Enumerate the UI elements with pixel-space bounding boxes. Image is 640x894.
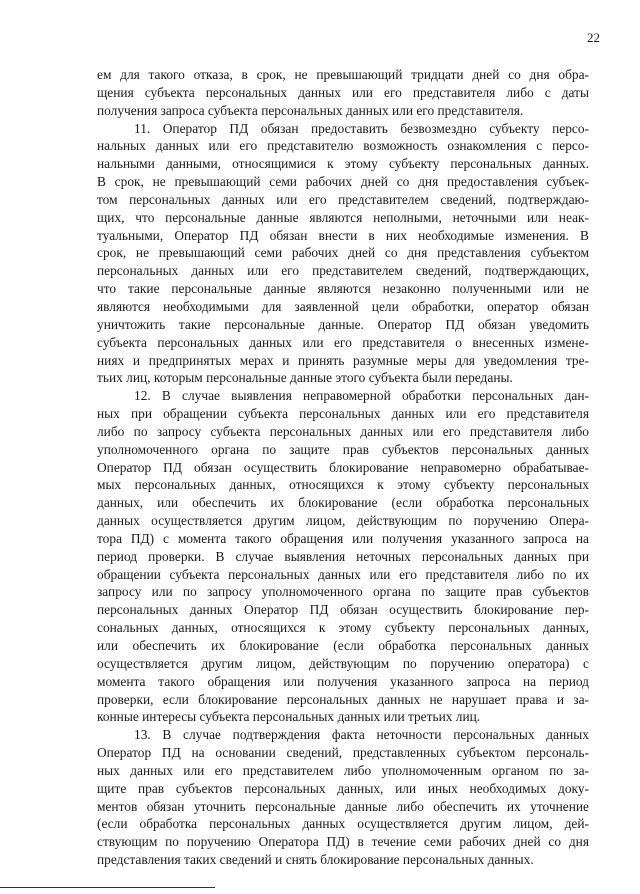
text-line: осуществляется другим лицом, действующим по поручению оператора) с [97,655,589,671]
text-line: период проверки. В случае выявления неточных персональных данных при [97,548,589,564]
text-line: (если обработка персональных данных осуществляется другим лицом, дей- [97,816,589,832]
page-number: 22 [587,30,600,45]
text-line: ем для такого отказа, в срок, не превышающий тридцати дней со дня обра- [97,67,589,82]
text-line: щения субъекта персональных данных или его представителя либо с даты [97,84,589,100]
text-line: конные интересы субъекта персональных данных или третьих лиц. [97,709,481,725]
text-line: представления таких сведений и снять блокирование персональных данных. [97,852,534,868]
text-line: проверки, если блокирование персональных данных не нарушает права и за- [97,691,589,707]
text-line: уполномоченного органа по защите прав субъектов персональных данных [97,441,589,457]
text-line: данных осуществляется другим лицом, действующим по поручению Опера- [97,513,589,529]
text-line: нальными данными, относящимися к этому субъекту персональных данных. [97,156,589,172]
text-line: щите прав субъектов персональных данных, или иных необходимых доку- [97,780,589,796]
text-line: ниях и предпринятых мерах и принять разумные меры для уведомления тре- [97,352,589,368]
text-line: являются необходимыми для заявленной цели обработки, оператор обязан [97,298,589,314]
text-line: либо по запросу субъекта персональных данных или его представителя либо [97,423,589,439]
text-line: уничтожить такие персональные данные. Оператор ПД обязан уведомить [97,316,589,332]
text-line: нальных данных или его представителю возможность ознакомления с персо- [97,138,589,154]
text-line: срок, не превышающий семи рабочих дней со дня представления субъектом [97,245,589,261]
text-line: или обеспечить их блокирование (если обработка персональных данных [97,638,589,653]
text-line: тора ПД) с момента такого обращения или получения указанного запроса на [97,530,589,546]
text-line: персональных данных или его представителем сведений, подтверждающих, [97,263,589,279]
text-line: туальными, Оператор ПД обязан внести в них необходимые изменения. В [97,227,589,243]
text-line: щих, что персональные данные являются неполными, неточными или неак- [97,209,589,225]
text-line: ментов обязан уточнить персональные данные либо обеспечить их уточнение [97,798,589,814]
text-line: данных, или обеспечить их блокирование (если обработка персональных [97,495,589,511]
paragraph-first-line: 13. В случае подтверждения факта неточности персональных данных [134,727,589,743]
footnote-separator-line [0,887,215,888]
text-line: сональных данных, относящихся к этому субъекту персональных данных, [97,620,589,636]
text-line: субъекта персональных данных или его представителя о внесенных измене- [97,334,589,350]
text-line: Оператор ПД на основании сведений, представленных субъектом персональ- [97,745,589,761]
text-line: что такие персональные данные являются незаконно полученными или не [97,281,589,297]
text-line: запросу или по запросу уполномоченного органа по защите прав субъектов [97,584,589,600]
text-line: мых персональных данных, относящихся к этому субъекту персональных [97,477,589,493]
text-line: В срок, не превышающий семи рабочих дней со дня предоставления субъек- [97,174,589,190]
text-line: ных при обращении субъекта персональных данных или его представителя [97,406,589,422]
text-line: момента такого обращения или получения указанного запроса на период [97,673,589,689]
text-line: ных данных или его представителем либо уполномоченным органом по за- [97,762,589,778]
text-line: том персональных данных или его представителем сведений, подтверждаю- [97,191,589,207]
text-line: получения запроса субъекта персональных данных или его представителя. [97,102,524,118]
paragraph-first-line: 11. Оператор ПД обязан предоставить безвозмездно субъекту персо- [134,120,589,136]
text-line: тьих лиц, которым персональные данные этого субъекта были переданы. [97,370,513,386]
text-line: Оператор ПД обязан осуществить блокирование неправомерно обрабатывае- [97,459,589,475]
text-line: обращении субъекта персональных данных или его представителя либо по их [97,566,589,582]
document-body [97,66,589,869]
text-line: ствующим по поручению Оператора ПД) в течение семи рабочих дней со дня [97,834,589,850]
text-line: персональных данных Оператор ПД обязан осуществить блокирование пер- [97,602,589,618]
paragraph-first-line: 12. В случае выявления неправомерной обработки персональных дан- [134,388,589,404]
